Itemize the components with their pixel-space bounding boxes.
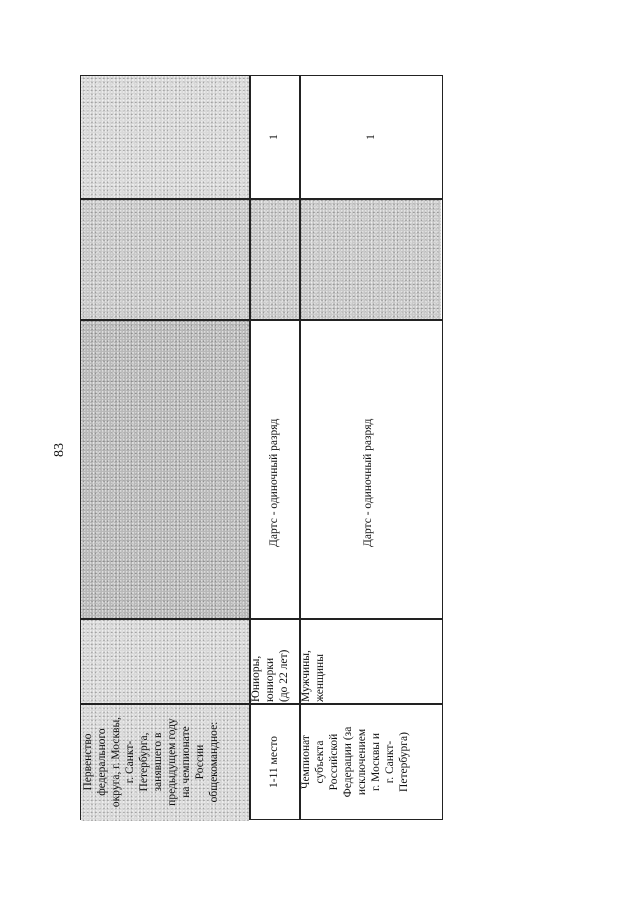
cell-row3-col2: Мужчины, женщины — [300, 650, 326, 702]
shaded-cell-row1-col4 — [81, 198, 249, 319]
rotated-table — [80, 75, 443, 820]
shaded-cell-row1-col3 — [81, 319, 249, 618]
cell-row1-col1: Первенство федерального округа, г. Москвы, г. Санкт- Петербурга, занявшего в предыдущем году на чемпионате России общекомандное: — [82, 716, 220, 808]
cell-row2-col1: 1-11 место — [268, 736, 280, 788]
shaded-cell-row3-col4 — [299, 198, 441, 319]
cell-row3-col3: Дартс - одиночный разряд — [362, 418, 374, 547]
page-number: 83 — [52, 443, 67, 457]
cell-row2-col2: Юниоры, юниорки (до 22 лет) — [250, 649, 290, 702]
shaded-cell-row1-col5 — [81, 76, 249, 198]
shaded-cell-row2-col4 — [249, 198, 299, 319]
cell-row3-col1: Чемпионат субъекта Российской Федерации (за исключением г. Москвы и г. Санкт- Петербурга) — [300, 726, 410, 798]
col-divider-1 — [81, 198, 442, 200]
cell-row2-col3: Дартс - одиночный разряд — [268, 418, 280, 547]
cell-row3-col5: 1 — [365, 134, 377, 140]
cell-row2-col5: 1 — [268, 134, 280, 140]
